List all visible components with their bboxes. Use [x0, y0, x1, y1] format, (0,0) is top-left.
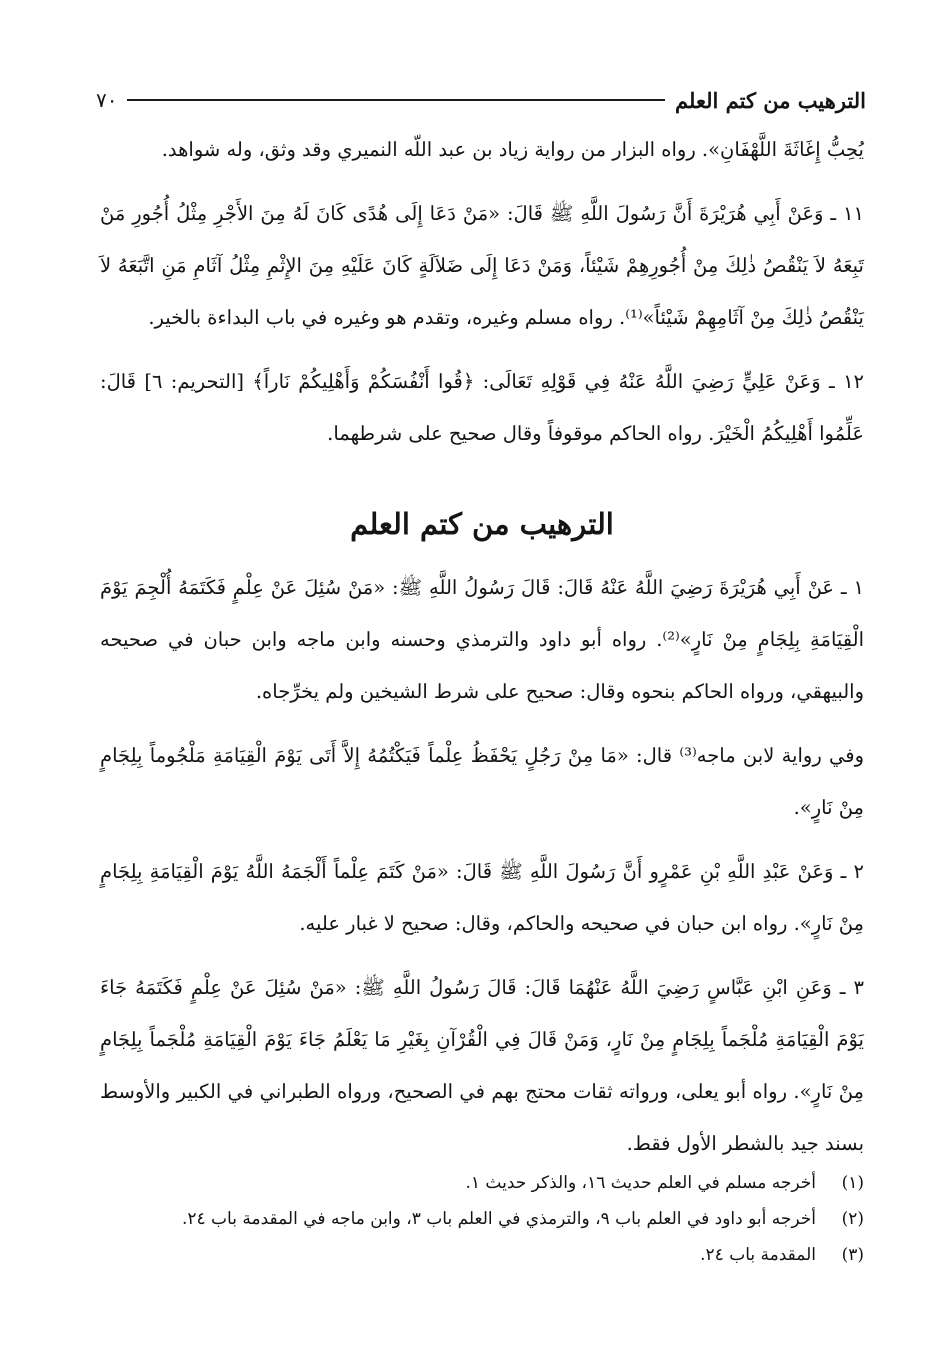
footnote	[96, 1240, 864, 1270]
hadith-11: ١١ ـ وَعَنْ أَبِي هُرَيْرَةَ أَنَّ رَسُولَ اللَّهِ ﷺ قَالَ: «مَنْ دَعَا إِلَى هُدًى كَانَ لَهُ مِنَ الأَجْرِ مِثْلُ أُجُورِ مَنْ تَبِعَهُ لاَ يَنْقُصُ ذٰلِكَ مِنْ أُجُورِهِمْ شَيْئاً، وَمَنْ دَعَا إِلَى ضَلاَلَةٍ كَانَ عَلَيْهِ مِنَ الإِثْمِ مِثْلُ آثَامِ مَنِ اتَّبَعَهُ لاَ يَنْقُصُ ذٰلِكَ مِنْ آثَامِهِمْ شَيْئاً»⁽¹⁾. رواه مسلم وغيره، وتقدم هو وغيره في باب البداءة بالخير.	[100, 202, 864, 329]
footnote-text: المقدمة باب ٢٤.	[700, 1245, 816, 1265]
section-title: الترهيب من كتم العلم	[350, 507, 614, 541]
running-header-title: الترهيب من كتم العلم	[675, 87, 866, 113]
hadith-1-variant: وفي رواية لابن ماجه⁽³⁾ قال: «مَا مِنْ رَجُلٍ يَحْفَظُ عِلْماً فَيَكْتُمُهُ إِلاَّ أَتَى يَوْمَ الْقِيَامَةِ مَلْجُوماً بِلِجَامٍ مِنْ نَارٍ».	[100, 744, 865, 819]
footnote-number: (١)	[841, 1173, 864, 1193]
paragraph-continuation: يُحِبُّ إِغَاثَةَ اللَّهْفَانِ». رواه البزار من رواية زياد بن عبد اللّه النميري وقد وثق، وله شواهد.	[161, 138, 864, 161]
footnote-number: (٣)	[841, 1245, 864, 1265]
main-text	[100, 124, 864, 1182]
running-header	[96, 84, 866, 116]
hadith-1: ١ ـ عَنْ أَبِي هُرَيْرَةَ رَضِيَ اللَّهُ عَنْهُ قَالَ: قَالَ رَسُولُ اللَّهِ ﷺ: «مَنْ سُئِلَ عَنْ عِلْمٍ فَكَتَمَهُ أُلْجِمَ يَوْمَ الْقِيَامَةِ بِلِجَامٍ مِنْ نَارٍ»⁽²⁾. رواه أبو داود والترمذي وحسنه وابن ماجه وابن حبان في صحيحه والبيهقي، ورواه الحاكم بنحوه وقال: صحيح على شرط الشيخين ولم يخرِّجاه.	[100, 576, 864, 703]
hadith-12: ١٢ ـ وَعَنْ عَلِيٍّ رَضِيَ اللَّهُ عَنْهُ فِي قَوْلِهِ تَعَالَى: ﴿قُوا أَنْفُسَكُمْ وَأَهْلِيكُمْ نَاراً﴾ [التحريم: ٦] قَالَ: عَلِّمُوا أَهْلِيكُمُ الْخَيْرَ. رواه الحاكم موقوفاً وقال صحيح على شرطهما.	[100, 370, 865, 445]
footnote-number: (٢)	[841, 1209, 864, 1229]
hadith-2: ٢ ـ وَعَنْ عَبْدِ اللَّهِ بْنِ عَمْرٍو أَنَّ رَسُولَ اللَّهِ ﷺ قَالَ: «مَنْ كَتَمَ عِلْماً أَلْجَمَهُ اللَّهُ يَوْمَ الْقِيَامَةِ بِلِجَامٍ مِنْ نَارٍ». رواه ابن حبان في صحيحه والحاكم، وقال: صحيح لا غبار عليه.	[100, 860, 864, 935]
hadith-3: ٣ ـ وَعَنِ ابْنِ عَبَّاسٍ رَضِيَ اللَّهُ عَنْهُمَا قَالَ: قَالَ رَسُولُ اللَّهِ ﷺ: «مَنْ سُئِلَ عَنْ عِلْمٍ فَكَتَمَهُ جَاءَ يَوْمَ الْقِيَامَةِ مُلْجَماً بِلِجَامٍ مِنْ نَارٍ، وَمَنْ قَالَ فِي الْقُرْآنِ بِغَيْرِ مَا يَعْلَمُ جَاءَ يَوْمَ الْقِيَامَةِ مُلْجَماً بِلِجَامٍ مِنْ نَارٍ». رواه أبو يعلى، ورواته ثقات محتج بهم في الصحيح، ورواه الطبراني في الكبير والأوسط بسند جيد بالشطر الأول فقط.	[100, 976, 864, 1155]
footnote-text: أخرجه أبو داود في العلم باب ٩، والترمذي في العلم باب ٣، وابن ماجه في المقدمة باب ٢٤.	[181, 1209, 816, 1229]
footnote	[96, 1204, 864, 1234]
footnotes	[96, 1168, 864, 1276]
footnote	[96, 1168, 864, 1198]
footnote-text: أخرجه مسلم في العلم حديث ١٦، والذكر حديث ١.	[465, 1173, 816, 1193]
page-number: ٧٠	[96, 88, 118, 112]
header-rule	[127, 99, 665, 101]
